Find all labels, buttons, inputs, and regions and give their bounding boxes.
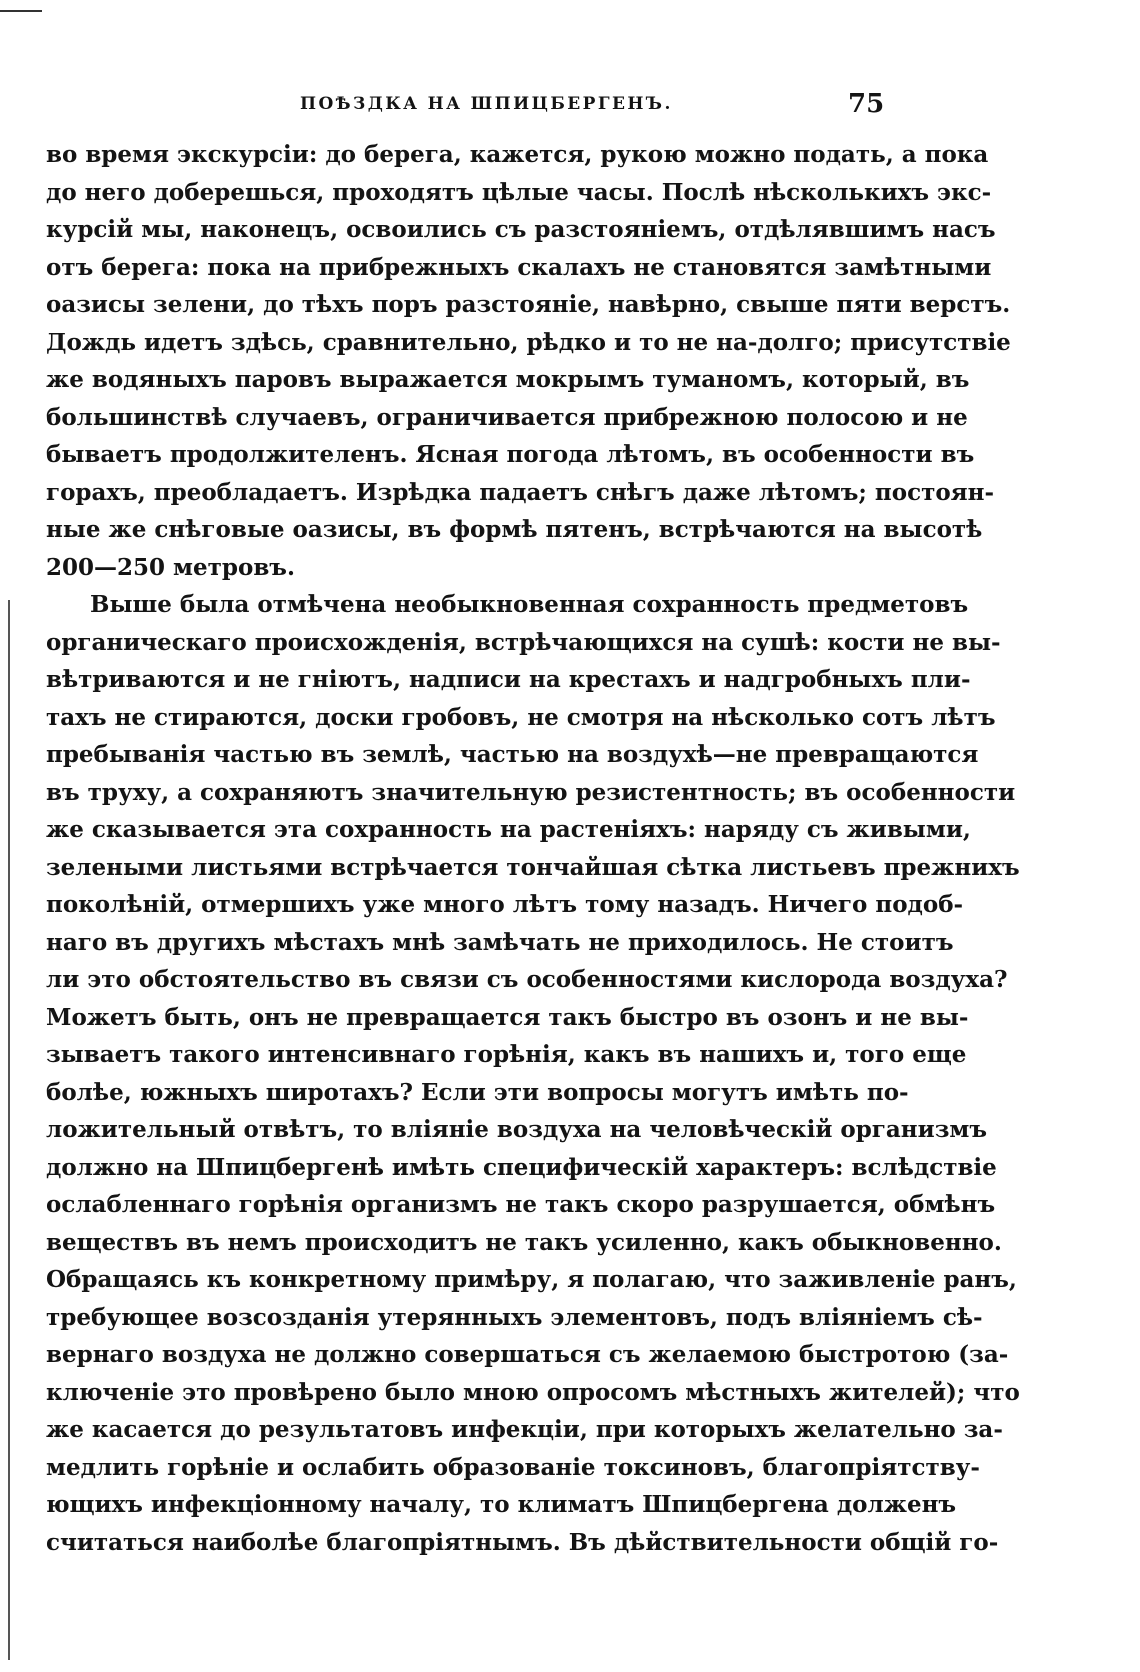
text-line: органическаго происхожденія, встрѣчающихся на сушѣ: кости не вы- [46, 628, 1001, 656]
text-line: Можетъ быть, онъ не превращается такъ быстро въ озонъ и не вы- [46, 1003, 969, 1031]
text-line: Выше была отмѣчена необыкновенная сохранность предметовъ [90, 591, 969, 618]
text-line: до него доберешься, проходятъ цѣлые часы. Послѣ нѣсколькихъ экс- [46, 178, 992, 206]
text-line: ключеніе это провѣрено было мною опросомъ мѣстныхъ жителей); что [46, 1378, 1020, 1406]
text-line: должно на Шпицбергенѣ имѣть специфическій характеръ: вслѣдствіе [46, 1153, 997, 1181]
paragraph [46, 136, 1011, 586]
text-line: вѣтриваются и не гніютъ, надписи на крестахъ и надгробныхъ пли- [46, 666, 971, 693]
text-line: же сказывается эта сохранность на растеніяхъ: наряду съ живыми, [46, 816, 971, 843]
page-number: 75 [848, 89, 885, 119]
text-line: во время экскурсіи: до берега, кажется, рукою можно подать, а пока [46, 141, 989, 168]
text-line: ные же снѣговые оазисы, въ формѣ пятенъ, встрѣчаются на высотѣ [46, 516, 983, 543]
body-text [46, 136, 1020, 1561]
running-head-title: ПОѢЗДКА НА ШПИЦБЕРГЕНЪ. [300, 94, 673, 114]
scan-edge-rule [0, 10, 42, 12]
paragraph [46, 586, 1020, 1561]
text-line: медлить горѣніе и ослабить образованіе токсиновъ, благопріятству- [46, 1453, 980, 1481]
text-line: Обращаясь къ конкретному примѣру, я полагаю, что заживленіе ранъ, [46, 1266, 1017, 1293]
text-line: же водяныхъ паровъ выражается мокрымъ туманомъ, который, въ [46, 366, 970, 393]
text-line: курсій мы, наконецъ, освоились съ разстояніемъ, отдѣлявшимъ насъ [46, 216, 996, 243]
running-head [0, 89, 1140, 122]
text-line: требующее возсозданія утерянныхъ элементовъ, подъ вліяніемъ сѣ- [46, 1303, 983, 1331]
text-line: въ труху, а сохраняютъ значительную резистентность; въ особенности [46, 778, 1016, 806]
text-line: ложительный отвѣтъ, то вліяніе воздуха на человѣческій организмъ [46, 1116, 988, 1143]
text-line: Дождь идетъ здѣсь, сравнительно, рѣдко и то не на-долго; присутствіе [46, 328, 1011, 356]
text-line: поколѣній, отмершихъ уже много лѣтъ тому назадъ. Ничего подоб- [46, 891, 964, 918]
text-line: считаться наиболѣе благопріятнымъ. Въ дѣйствительности общій го- [46, 1528, 999, 1556]
text-line: тахъ не стираются, доски гробовъ, не смотря на нѣсколько сотъ лѣтъ [46, 703, 996, 731]
text-line: наго въ другихъ мѣстахъ мнѣ замѣчать не приходилось. Не стоитъ [46, 928, 954, 956]
text-line: зелеными листьями встрѣчается тончайшая сѣтка листьевъ прежнихъ [46, 853, 1020, 881]
text-line: ослабленнаго горѣнія организмъ не такъ скоро разрушается, обмѣнъ [46, 1191, 996, 1218]
text-line: ли это обстоятельство въ связи съ особенностями кислорода воздуха? [46, 966, 1008, 993]
text-line: бываетъ продолжителенъ. Ясная погода лѣтомъ, въ особенности въ [46, 441, 975, 468]
text-line: пребыванія частью въ землѣ, частью на воздухѣ—не превращаются [46, 741, 979, 768]
text-line: ющихъ инфекціонному началу, то климатъ Шпицбергена долженъ [46, 1491, 957, 1518]
text-line: болѣе, южныхъ широтахъ? Если эти вопросы могутъ имѣть по- [46, 1078, 909, 1106]
page-margin-rule [8, 600, 10, 1660]
text-line: же касается до результатовъ инфекціи, при которыхъ желательно за- [46, 1416, 1003, 1443]
text-line: большинствѣ случаевъ, ограничивается прибрежною полосою и не [46, 403, 968, 431]
text-line: отъ берега: пока на прибрежныхъ скалахъ не становятся замѣтными [46, 253, 992, 281]
text-line: 200—250 метровъ. [46, 553, 295, 581]
text-line: веществъ въ немъ происходитъ не такъ усиленно, какъ обыкновенно. [46, 1228, 1002, 1256]
text-line: горахъ, преобладаетъ. Изрѣдка падаетъ снѣгъ даже лѣтомъ; постоян- [46, 478, 995, 506]
text-line: оазисы зелени, до тѣхъ поръ разстояніе, навѣрно, свыше пяти верстъ. [46, 291, 1011, 318]
text-line: зываетъ такого интенсивнаго горѣнія, какъ въ нашихъ и, того еще [46, 1041, 967, 1068]
text-line: вернаго воздуха не должно совершаться съ желаемою быстротою (за- [46, 1341, 1009, 1368]
